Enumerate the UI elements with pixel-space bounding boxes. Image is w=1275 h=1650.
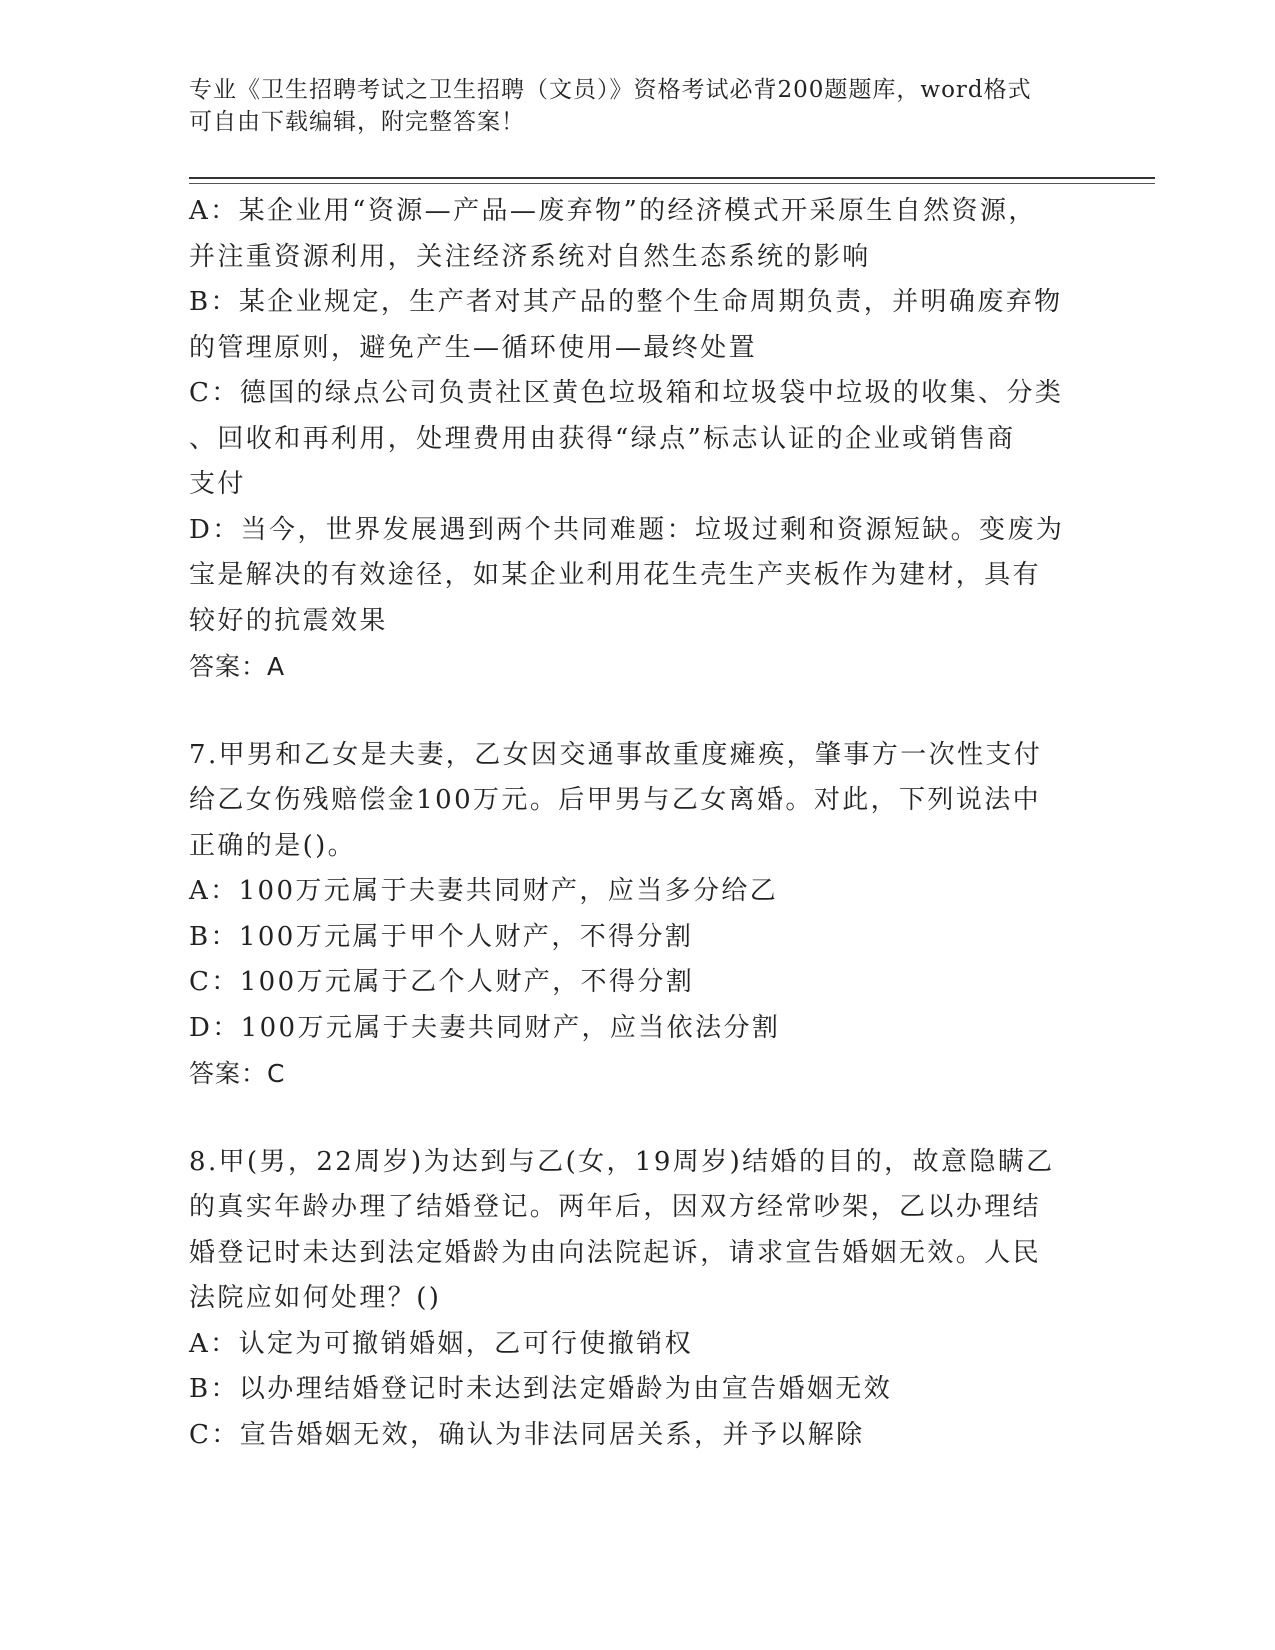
- text-line: D：100万元属于夫妻共同财产，应当依法分割: [189, 1012, 781, 1043]
- text-line: 法院应如何处理？(): [189, 1283, 442, 1313]
- text-line: C：德国的绿点公司负责社区黄色垃圾箱和垃圾袋中垃圾的收集、分类: [189, 378, 1064, 408]
- answer-line: 答案：A: [189, 652, 286, 681]
- text-line: 支付: [189, 469, 246, 499]
- text-line: 宝是解决的有效途径，如某企业利用花生壳生产夹板作为建材，具有: [189, 560, 1042, 590]
- answer-line: 答案：C: [189, 1059, 286, 1088]
- text-line: 8.甲(男，22周岁)为达到与乙(女，19周岁)结婚的目的，故意隐瞒乙: [189, 1146, 1055, 1177]
- text-line: 7.甲男和乙女是夫妻，乙女因交通事故重度瘫痪，肇事方一次性支付: [189, 739, 1043, 770]
- question-block: [189, 189, 1089, 690]
- text-line: B：100万元属于甲个人财产，不得分割: [189, 921, 694, 952]
- text-line: A：认定为可撤销婚姻，乙可行使撤销权: [189, 1328, 693, 1359]
- text-line: A：100万元属于夫妻共同财产，应当多分给乙: [189, 876, 779, 906]
- text-line: 较好的抗震效果: [189, 605, 388, 636]
- block-gap: [189, 690, 1089, 733]
- question-content: [189, 189, 1089, 1458]
- text-line: 的管理原则，避免产生—循环使用—最终处置: [189, 332, 758, 363]
- text-line: 正确的是()。: [189, 830, 357, 861]
- text-line: 的真实年龄办理了结婚登记。两年后，因双方经常吵架，乙以办理结: [189, 1192, 1042, 1222]
- text-line: A：某企业用“资源—产品—废弃物”的经济模式开采原生自然资源，: [189, 196, 1037, 226]
- text-line: 、回收和再利用，处理费用由获得“绿点”标志认证的企业或销售商: [189, 423, 1016, 454]
- question-block: [189, 733, 1089, 1097]
- header-line: 可自由下载编辑，附完整答案！: [189, 109, 525, 135]
- header-rule: [189, 177, 1155, 179]
- header-line: 专业《卫生招聘考试之卫生招聘（文员）》资格考试必背200题题库，word格式: [189, 77, 1032, 103]
- text-line: D：当今，世界发展遇到两个共同难题：垃圾过剩和资源短缺。变废为: [189, 514, 1065, 545]
- text-line: B：以办理结婚登记时未达到法定婚龄为由宣告婚姻无效: [189, 1374, 893, 1404]
- text-line: C：100万元属于乙个人财产，不得分割: [189, 967, 695, 997]
- block-gap: [189, 1097, 1089, 1140]
- text-line: B：某企业规定，生产者对其产品的整个生命周期负责，并明确废弃物: [189, 287, 1063, 317]
- text-line: 并注重资源利用，关注经济系统对自然生态系统的影响: [189, 241, 871, 272]
- document-header: [189, 74, 1079, 138]
- text-line: 婚登记时未达到法定婚龄为由向法院起诉，请求宣告婚姻无效。人民: [189, 1237, 1042, 1268]
- text-line: 给乙女伤残赔偿金100万元。后甲男与乙女离婚。对此，下列说法中: [189, 785, 1042, 815]
- question-block: [189, 1140, 1089, 1459]
- text-line: C：宣告婚姻无效，确认为非法同居关系，并予以解除: [189, 1419, 865, 1450]
- header-rule-secondary: [189, 183, 1155, 184]
